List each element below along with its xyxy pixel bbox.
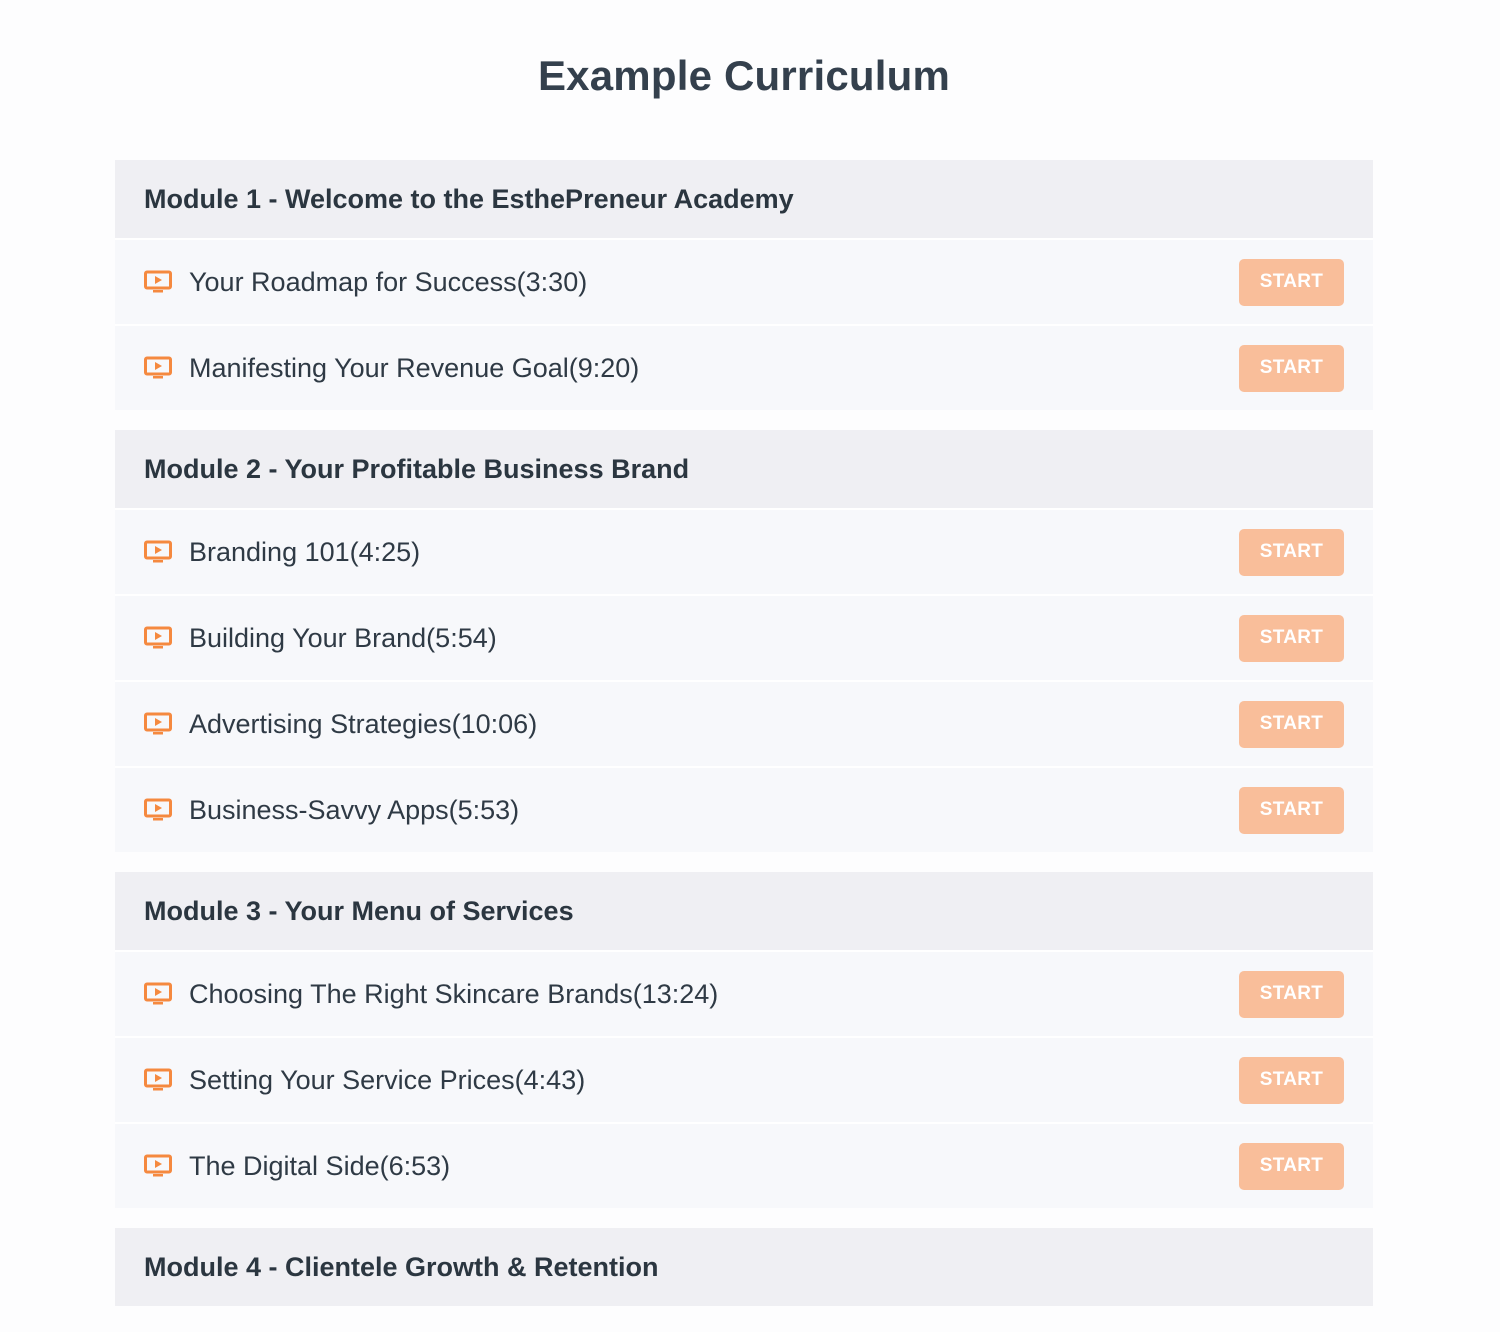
- lecture-row[interactable]: [115, 680, 1373, 766]
- lecture-title: Advertising Strategies(10:06): [189, 708, 538, 739]
- lecture-title: Branding 101(4:25): [189, 536, 421, 567]
- lecture-row[interactable]: [115, 950, 1373, 1036]
- video-play-icon: [144, 539, 172, 565]
- module-section: [115, 160, 1373, 410]
- lecture-row[interactable]: [115, 1036, 1373, 1122]
- module-title: Module 1 - Welcome to the EsthePreneur Academy: [115, 160, 1373, 238]
- lecture-title: Setting Your Service Prices(4:43): [189, 1064, 586, 1095]
- lecture-row[interactable]: [115, 324, 1373, 410]
- start-button[interactable]: START: [1239, 787, 1344, 834]
- curriculum-list: [115, 160, 1373, 1326]
- lecture-title: Your Roadmap for Success(3:30): [189, 266, 588, 297]
- lecture-row[interactable]: [115, 594, 1373, 680]
- start-button[interactable]: START: [1239, 345, 1344, 392]
- module-title: Module 4 - Clientele Growth & Retention: [115, 1228, 1373, 1306]
- page-title: Example Curriculum: [537, 52, 951, 99]
- video-play-icon: [144, 269, 172, 295]
- video-play-icon: [144, 981, 172, 1007]
- start-button[interactable]: START: [1239, 1057, 1344, 1104]
- module-section: [115, 1228, 1373, 1306]
- lecture-title: The Digital Side(6:53): [189, 1150, 451, 1181]
- lecture-title: Choosing The Right Skincare Brands(13:24): [189, 978, 719, 1009]
- lecture-row[interactable]: [115, 1122, 1373, 1208]
- video-play-icon: [144, 711, 172, 737]
- lecture-row[interactable]: [115, 508, 1373, 594]
- video-play-icon: [144, 355, 172, 381]
- lecture-row[interactable]: [115, 238, 1373, 324]
- module-section: [115, 872, 1373, 1208]
- video-play-icon: [144, 625, 172, 651]
- start-button[interactable]: START: [1239, 529, 1344, 576]
- module-title: Module 3 - Your Menu of Services: [115, 872, 1373, 950]
- start-button[interactable]: START: [1239, 615, 1344, 662]
- lecture-title: Business-Savvy Apps(5:53): [189, 794, 520, 825]
- video-play-icon: [144, 1153, 172, 1179]
- module-title: Module 2 - Your Profitable Business Brand: [115, 430, 1373, 508]
- start-button[interactable]: START: [1239, 701, 1344, 748]
- video-play-icon: [144, 797, 172, 823]
- video-play-icon: [144, 1067, 172, 1093]
- start-button[interactable]: START: [1239, 971, 1344, 1018]
- lecture-title: Manifesting Your Revenue Goal(9:20): [189, 352, 640, 383]
- lecture-title: Building Your Brand(5:54): [189, 622, 497, 653]
- lecture-row[interactable]: [115, 766, 1373, 852]
- module-section: [115, 430, 1373, 852]
- start-button[interactable]: START: [1239, 1143, 1344, 1190]
- start-button[interactable]: START: [1239, 259, 1344, 306]
